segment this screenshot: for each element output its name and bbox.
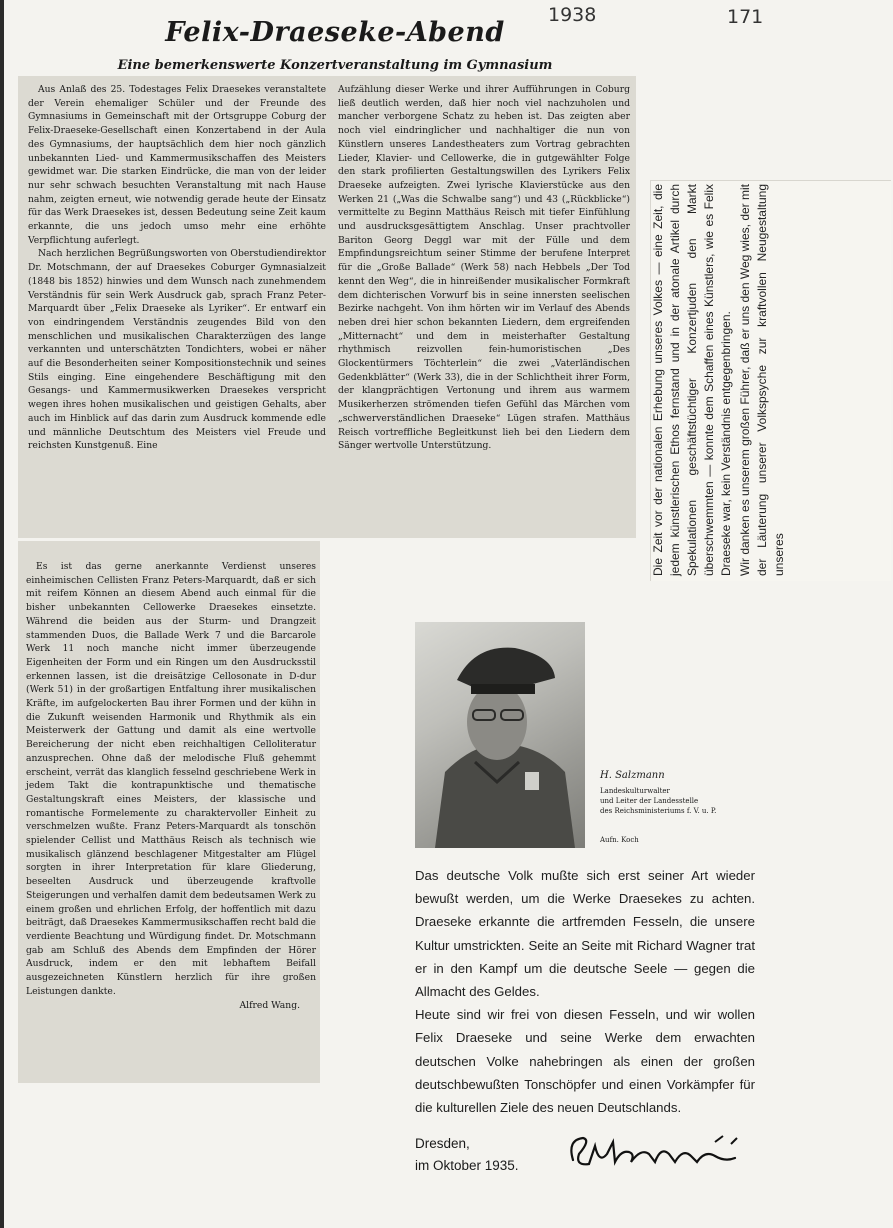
photo-caption-line: und Leiter der Landesstelle <box>600 797 699 805</box>
paragraph: Aus Anlaß des 25. Todestages Felix Draesekes veranstaltete der Verein ehemaliger Schüler und der Freunde des Gymnasiums in Gemeinschaft mit der Ortsgruppe Coburg der Felix-Draeseke-Gesellschaft einen Konzertabend in der Aula des Gymnasiums, der hauptsächlich dem hier noch gänzlich unbekannten Lied- und Kammermusikschaffen des Meisters gewidmet war. Die starken Eindrücke, die man von der leider nur sehr schwach besuchten Veranstaltung mit nach Hause nahm, zeigten erneut, wie notwendig gerade heute der Einsatz für das Werk Draesekes ist, dessen Bedeutung seine Zeit kaum erkannte, die uns jedoch umso mehr eine erhöhte Verpflichtung auferlegt. <box>28 84 326 246</box>
foreword-paragraph: Heute sind wir frei von diesen Fesseln, und wir wollen Felix Draeseke und seine Werke dem erwachten deutschen Volke nahebringen als einen der großen deutschbewußten Tonschöpfer und einen Vorkämpfer für die kulturellen Ziele des neuen Deutschlands. <box>415 1007 755 1116</box>
signature-mark <box>565 1132 765 1172</box>
handwritten-page-number: 171 <box>727 6 764 28</box>
place: Dresden, <box>415 1136 470 1151</box>
scan-edge <box>0 0 4 1228</box>
photo-caption-line: des Reichsministeriums f. V. u. P. <box>600 807 717 815</box>
article-title: Felix-Draeseke-Abend <box>165 17 505 48</box>
paragraph: Es ist das gerne anerkannte Verdienst unseres einheimischen Cellisten Franz Peters-Marquardt, daß er sich mit reifem Können an diesem Abend auch einmal für die bisher unbekannten Cellowerke Draesekes einsetzte. Während die beiden aus der Sturm- und Drangzeit stammenden Duos, die Ballade Werk 7 und die Barcarole Werk 11 noch manche nicht immer überzeugende Eigenheiten der Form und ein Ringen um den Ausdrucksstil erkennen lassen, ist die dreisätzige Cellosonate in D-dur (Werk 51) in der großartigen Entfaltung ihrer musikalischen Kräfte, im aufgelockerten Bau ihrer Formen und der kühn in die Zukunft weisenden Harmonik und Rhythmik als ein Meisterwerk der Gattung und damit als eine wertvolle Bereicherung der nicht eben reichhaltigen Celloliteratur anzusprechen. Ohne daß der melodische Fluß gehemmt erscheint, verrät das klanglich fesselnd geschriebene Werk in jedem Takt die kontrapunktische und thematische Gestaltungskraft eines Meisters, der klassische und romantische Formelemente zu charaktervoller Einheit zu verschmelzen wußte. Franz Peters-Marquardt als tonschön spielender Cellist und Matthäus Reisch als technisch wie musikalisch glänzend beschlagener Mitgestalter am Flügel sorgten in ihrer Interpretation für klare Gliederung, beseelten Ausdruck und überzeugende kraftvolle Steigerungen und verhalfen damit dem bedeutsamen Werk zu einem großen und ehrlichen Erfolg, der hoffentlich mit dazu beiträgt, daß Draesekes Kammermusikschaffen recht bald die verdiente Beachtung und Würdigung findet. Dr. Motschmann gab am Schluß des Abends dem Empfinden der Hörer Ausdruck, indem er den mit lebhaftem Beifall ausgezeichneten Künstlern herzlich für ihre großen Leistungen dankte. <box>26 561 316 997</box>
date: im Oktober 1935. <box>415 1158 519 1173</box>
paragraph: Aufzählung dieser Werke und ihrer Aufführungen in Coburg ließ deutlich werden, daß hier noch viel nachzuholen und mancher verborgene Schatz zu heben ist. Das zeigten aber noch viel eindringlicher und nachhaltiger die nun von Künstlern unseres Landestheaters zum Vortrag gebrachten Lieder, Klavier- und Cellowerke, die in gutgewählter Folge den stark profilierten Gestaltungswillen des Lyrikers Felix Draeseke aufzeigten. Zwei lyrische Klavierstücke aus den Werken 21 („Was die Schwalbe sang“) und 43 („Rückblicke“) vermittelte zu Beginn Matthäus Reisch mit tiefer Einfühlung und ausdrucksgesättigtem Anschlag. Unser prachtvoller Bariton Georg Deggl war mit der Fülle und dem Empfindungsreichtum seiner Stimme der berufene Interpret für die „Große Ballade“ (Werk 58) nach Hebbels „Der Tod kennt den Weg“, die in hinreißender musikalischer Formkraft dem dichterischen Vorwurf bis in seine innersten seelischen Bezirke nachgeht. Von ihm hörten wir im Verlauf des Abends neben drei hier schon bekannten Liedern, dem ergreifenden „Mitternacht“ und dem in meisterhafter Gestaltung rhythmisch reizvollen fein-humoristischen „Des Glockentürmers Töchterlein“ die zwei „Vaterländischen Gedenkblätter“ (Werk 33), die in der Schlichtheit ihrer Form, der klangprächtigen Vertonung und ihrem aus warmem Musikerherzen strömenden tiefen Gefühl das Märchen vom „schwerverständlichen Draeseke“ Lügen strafen. Matthäus Reisch vortreffliche Begleitkunst lieh bei den Liedern dem Sänger wertvolle Unterstützung. <box>338 84 630 452</box>
note-paragraph: Die Zeit vor der nationalen Erhebung unseres Volkes — eine Zeit, die jedem künstlerischen Ethos fernstand und in der atonale Artikel durch Spekulationen geschäftstüchtiger Konzertjuden den Markt überschwemmten — konnte dem Schaffen eines Künstlers, wie es Felix Draeseke war, kein Verständnis entgegenbringen. <box>651 184 733 576</box>
photo-caption-line: Landeskulturwalter <box>600 787 670 795</box>
signature <box>565 1132 765 1172</box>
foreword-paragraph: Das deutsche Volk mußte sich erst seiner Art wieder bewußt werden, um die Werke Draesekes zu achten. Draeseke erkannte die artfremden Fesseln, die unsere Kultur umstrickten. Seite an Seite mit Richard Wagner trat er in den Kampf um die deutsche Seele — gegen die Allmacht des Geldes. <box>415 868 755 1000</box>
rotated-note <box>650 180 790 580</box>
article-column-2 <box>338 83 630 535</box>
article-subtitle: Eine bemerkenswerte Konzertveranstaltung im Gymnasium <box>117 58 553 73</box>
portrait-photo <box>415 622 585 848</box>
article-column-3 <box>26 560 316 1076</box>
note-paragraph: Wir danken es unserem großen Führer, daß er uns den Weg wies, der mit der Läuterung unserer Volkspsyche zur kraftvollen Neugestaltung unseres <box>738 184 786 576</box>
foreword-text <box>415 864 755 1119</box>
paragraph: Nach herzlichen Begrüßungsworten von Oberstudiendirektor Dr. Motschmann, der auf Draesekes Coburger Gymnasialzeit (1848 bis 1852) hinwies und dem Wunsch nach zunehmendem Verständnis für sein Werk Ausdruck gab, sprach Franz Peter-Marquardt über „Felix Draeseke als Lyriker“. Er entwarf ein von eindringendem Verständnis zeugendes Bild von den menschlichen und musikalischen Charakterzügen des lange verkannten und unterschätzten Tondichters, wobei er näher auf die Besonderheiten seiner Kompositionstechnik und seines Stils einging. Eine eingehendere Beschäftigung mit den Gesangs- und Kammermusikwerken Draesekes verspricht wegen ihres hohen musikalischen und geistigen Gehalts, aber auch im Hinblick auf das darin zum Ausdruck kommende edle und männliche Deutschtum des Meisters viel Freude und reichsten Kunstgenuß. Eine <box>28 248 326 452</box>
article-author: Alfred Wang. <box>239 999 300 1011</box>
article-column-1 <box>28 83 326 535</box>
photo-credit: Aufn. Koch <box>600 836 639 844</box>
photo-caption-name: H. Salzmann <box>600 770 665 781</box>
handwritten-year: 1938 <box>548 4 597 26</box>
portrait-figure-icon <box>415 622 585 848</box>
